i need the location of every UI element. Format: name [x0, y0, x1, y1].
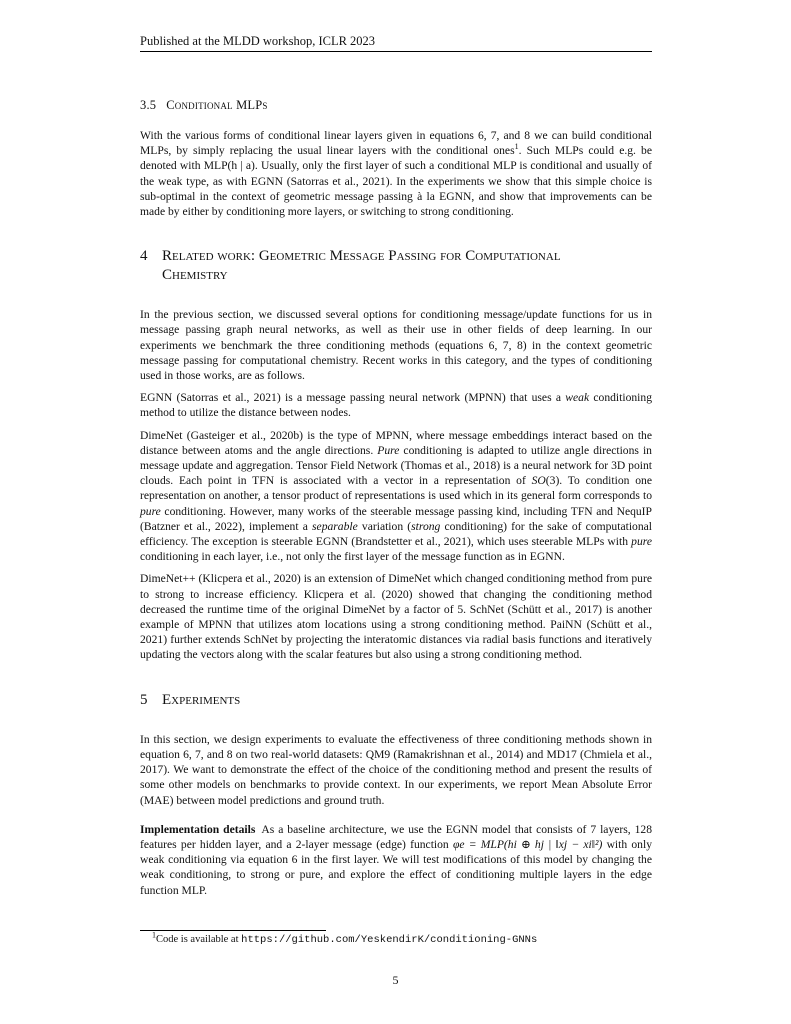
footnote-marker: 1 — [152, 930, 156, 940]
text-run: conditioning in each layer, i.e., not only the first layer of the message function as in EGNN. — [140, 550, 565, 564]
text-run: conditioning is adapted to utilize angle directions in message update and aggregation. Tensor Field Network (Thomas et al., 2018) is a neural network for 3D point clouds. Each point in TFN is associated with a vector in a representation of — [140, 443, 652, 488]
section-heading-4 — [140, 247, 652, 285]
page-content — [140, 98, 652, 905]
section-number: 4 — [140, 248, 148, 265]
text-run: conditioning) for the sake of computational efficiency. The exception is steerable EGNN (Brandstetter et al., 2021), which uses steerable MLPs with — [140, 519, 652, 549]
paragraph-experiments-intro: In this section, we design experiments to evaluate the effectiveness of three conditioning methods shown in equation 6, 7, and 8 on two real-world datasets: QM9 (Ramakrishnan et al., 2014) and MD17 (Chmiela et al., 2017). We want to demonstrate the effect of the choice of the conditioning method and present the results of some other models on benchmarks to provide context. In our experiments, we report Mean Absolute Error (MAE) between model predictions and ground truth. — [140, 732, 652, 807]
emphasis: pure — [631, 535, 652, 549]
paragraph-egnn — [140, 390, 652, 420]
text-run: conditioning method to utilize the distance between nodes. — [140, 391, 652, 420]
paragraph-related-intro: In the previous section, we discussed several options for conditioning message/update functions for us in message passing graph neural networks, as well as their use in other fields of deep learning. In our experiments we benchmark the three conditioning methods (equations 6, 7, 8) in the context geometric message passing for computational chemistry. Recent works in this category, and the types of conditioning used in those works, are as follows. — [140, 308, 652, 383]
footnote-url[interactable]: https://github.com/YeskendirK/conditioning-GNNs — [241, 934, 538, 946]
paragraph-implementation-details — [140, 822, 652, 898]
subsection-heading-3-5 — [140, 98, 652, 113]
text-run: DimeNet (Gasteiger et al., 2020b) is the type of MPNN, where message embeddings interact based on the distance between atoms and the angle directions. — [140, 428, 652, 457]
footnote-marker: 1 — [514, 142, 519, 152]
emphasis: strong — [411, 519, 441, 533]
paragraph-dimenet — [140, 428, 652, 565]
subsection-title: Conditional MLPs — [166, 98, 268, 112]
section-heading-5 — [140, 691, 652, 710]
subsection-number: 3.5 — [140, 98, 157, 112]
text-run: With the various forms of conditional linear layers given in equations 6, 7, and 8 we can build conditional MLPs, by simply replacing the usual linear layers with the conditional ones — [140, 129, 652, 158]
section-title: Experiments — [162, 691, 241, 708]
math-so: SO — [531, 474, 546, 488]
text-run: . Such MLPs could e.g. be denoted with MLP(h | a). Usually, only the first layer of such a conditional MLP is conditional and usually of the weak type, as with EGNN (Satorras et al., 2021). In the experiments we show that this simple choice is sub-optimal in the context of geometric message passing à la EGNN, and show that improvements can be made by either by conditioning more layers, or switching to strong conditioning. — [140, 144, 652, 219]
emphasis: weak — [565, 391, 590, 405]
text-run: (3). To condition one representation on another, a tensor product of representations is used which in its general form corresponds to — [140, 474, 652, 503]
text-run: with only weak conditioning via equation 6 in the first layer. We will test modifications of this model by changing the weak conditioning, to strong or pure, and explore the effect of conditioning multiple layers in the edge function MLP. — [140, 837, 652, 897]
footnote — [152, 930, 652, 946]
page-number: 5 — [392, 973, 399, 987]
running-header: Published at the MLDD workshop, ICLR 2023 — [140, 34, 652, 52]
text-run: variation ( — [357, 519, 412, 533]
paragraph-conditional-mlps — [140, 128, 652, 219]
paragraph-heading: Implementation details — [140, 822, 256, 836]
footnote-text: Code is available at — [156, 934, 242, 945]
footnote-rule — [140, 930, 326, 931]
section-title-line2: Chemistry — [162, 267, 228, 284]
text-run: EGNN (Satorras et al., 2021) is a message passing neural network (MPNN) that uses a — [140, 391, 566, 405]
emphasis: pure — [140, 504, 161, 518]
text-run: conditioning. However, many works of the steerable message passing kind, including TFN and NequIP (Batzner et al., 2022), implement a — [140, 504, 652, 533]
emphasis: Pure — [377, 443, 400, 457]
emphasis: separable — [312, 519, 358, 533]
section-number: 5 — [140, 691, 148, 708]
math-edge-function: φe = MLP(hi ⊕ hj | ‖xj − xi‖²) — [452, 837, 603, 851]
section-title-line1: Related work: Geometric Message Passing for Computational — [162, 248, 561, 265]
paragraph-dimenet-plus: DimeNet++ (Klicpera et al., 2020) is an extension of DimeNet which changed conditioning method from pure to strong to increase efficiency. Klicpera et al. (2020) showed that changing the conditioning method decreased the runtime time of the original DimeNet by a factor of 5. SchNet (Schütt et al., 2017) is another example of MPNN that utilizes atom locations using a strong conditioning method. PaiNN (Schütt et al., 2021) further extends SchNet by projecting the interatomic distances via radial basis functions and iteratively updating the vectors along with the scalar features but also using a strong conditioning method. — [140, 572, 652, 662]
text-run: As a baseline architecture, we use the EGNN model that consists of 7 layers, 128 features per hidden layer, and a 2-layer message (edge) function — [140, 822, 653, 851]
